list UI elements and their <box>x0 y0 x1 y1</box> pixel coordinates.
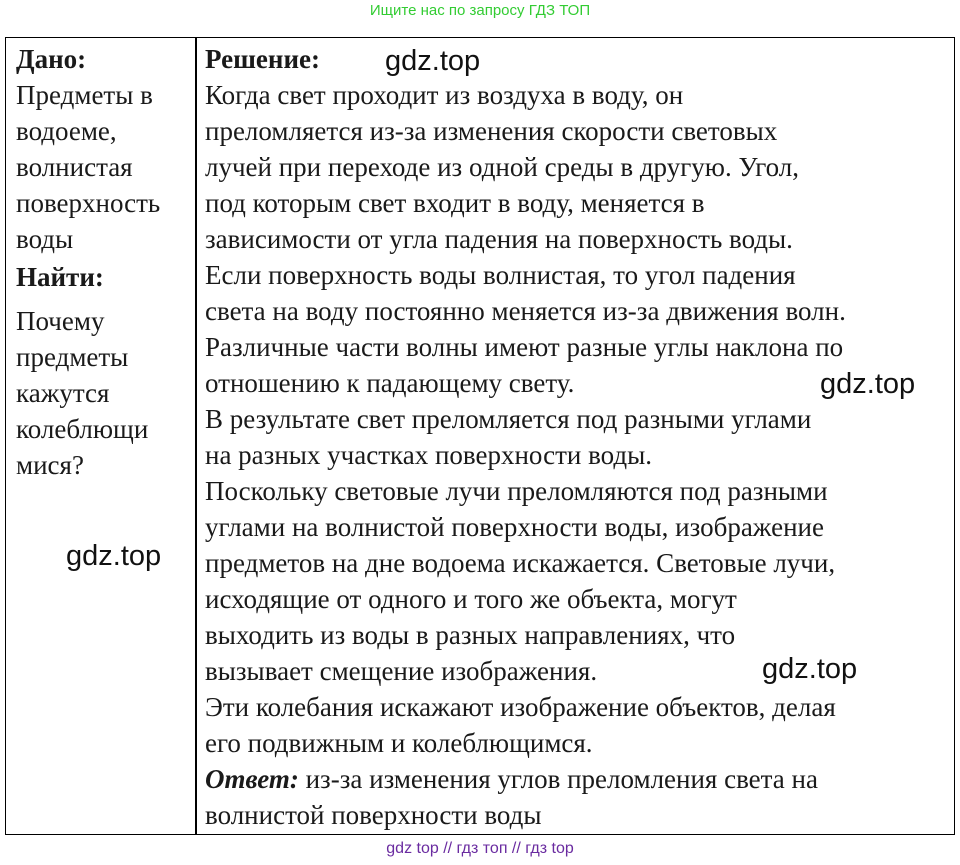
solution-line: исходящие от одного и того же объекта, могут <box>205 584 737 614</box>
given-line: воды <box>16 224 74 254</box>
solution-column <box>205 41 950 833</box>
given-line: водоеме, <box>16 116 117 146</box>
top-banner: Ищите нас по запросу ГДЗ ТОП <box>369 2 591 19</box>
solution-line: преломляется из-за изменения скорости световых <box>205 116 778 146</box>
solution-heading: Решение: <box>205 44 320 74</box>
given-line: волнистая <box>16 152 133 182</box>
find-heading: Найти: <box>16 262 104 292</box>
column-divider <box>195 38 197 834</box>
solution-line: В результате свет преломляется под разными углами <box>205 404 812 434</box>
find-line: мися? <box>16 450 84 480</box>
answer-line: волнистой поверхности воды <box>205 800 542 830</box>
answer-line <box>205 761 950 797</box>
solution-line: выходить из воды в разных направлениях, что <box>205 620 736 650</box>
answer-text: из-за изменения углов преломления света на <box>298 764 818 794</box>
solution-line: света на воду постоянно меняется из-за движения волн. <box>205 296 846 326</box>
given-line: поверхность <box>16 188 161 218</box>
watermark: gdz.top <box>762 653 858 685</box>
watermark: gdz.top <box>385 45 481 77</box>
find-text <box>16 303 191 483</box>
solution-line: предметов на дне водоема искажается. Световые лучи, <box>205 548 836 578</box>
find-line: предметы <box>16 342 129 372</box>
solution-line: его подвижным и колеблющимся. <box>205 728 593 758</box>
solution-line: Когда свет проходит из воздуха в воду, он <box>205 80 684 110</box>
watermark: gdz.top <box>820 368 916 400</box>
find-line: кажутся <box>16 378 110 408</box>
find-line: Почему <box>16 306 105 336</box>
watermark: gdz.top <box>66 540 162 572</box>
solution-line: зависимости от угла падения на поверхность воды. <box>205 224 793 254</box>
bottom-banner: gdz top // гдз топ // гдз top <box>386 840 574 857</box>
find-line: колеблющи <box>16 414 149 444</box>
solution-line: на разных участках поверхности воды. <box>205 440 653 470</box>
answer-label: Ответ: <box>205 764 299 794</box>
given-heading: Дано: <box>16 44 87 74</box>
solution-line: Если поверхность воды волнистая, то угол падения <box>205 260 796 290</box>
solution-line: отношению к падающему свету. <box>205 368 575 398</box>
solution-line: Поскольку световые лучи преломляются под разными <box>205 476 828 506</box>
given-column <box>16 41 191 483</box>
solution-line: под которым свет входит в воду, меняется в <box>205 188 705 218</box>
task-table <box>5 37 955 835</box>
solution-line: вызывает смещение изображения. <box>205 656 598 686</box>
solution-line: Различные части волны имеют разные углы наклона по <box>205 332 844 362</box>
solution-line: Эти колебания искажают изображение объектов, делая <box>205 692 836 722</box>
solution-line: углами на волнистой поверхности воды, изображение <box>205 512 824 542</box>
solution-line: лучей при переходе из одной среды в другую. Угол, <box>205 152 799 182</box>
given-line: Предметы в <box>16 80 153 110</box>
